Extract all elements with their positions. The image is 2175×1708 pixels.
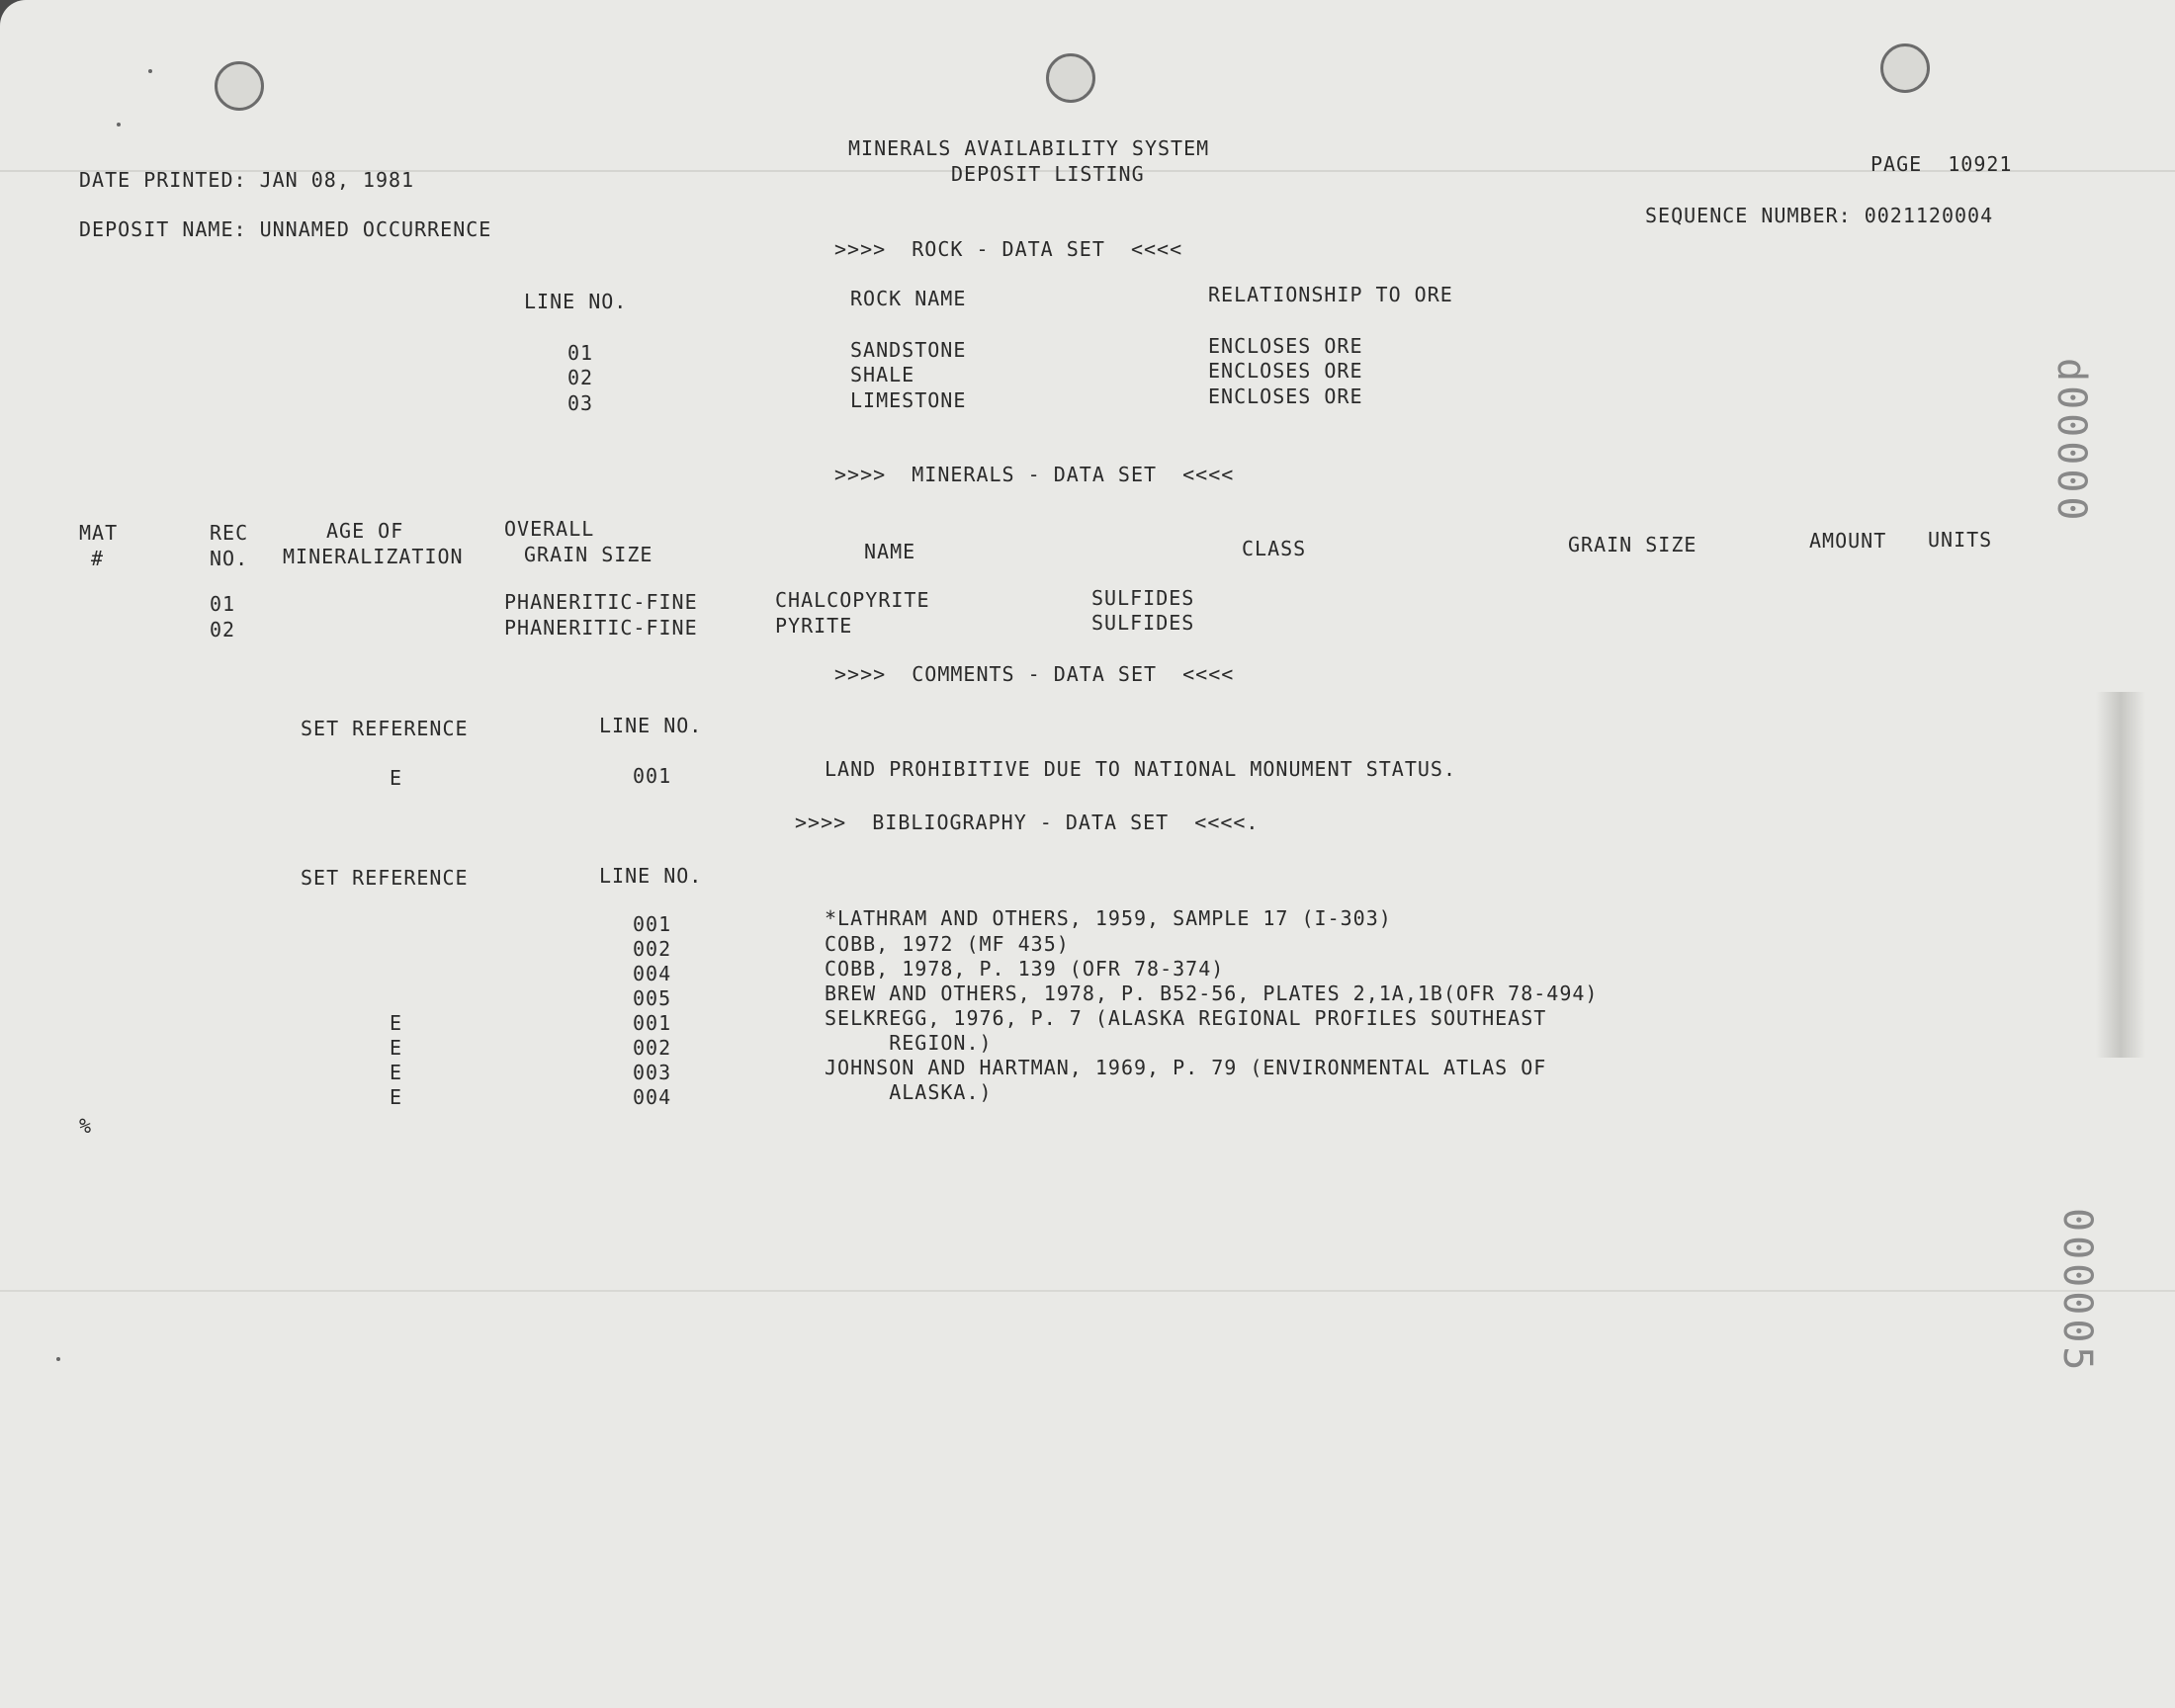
rock-line: 03	[567, 391, 594, 415]
bib-text: COBB, 1972 (MF 435)	[825, 932, 1070, 956]
rock-name: SHALE	[850, 363, 915, 386]
mineral-name: CHALCOPYRITE	[775, 588, 930, 612]
minerals-col-grain-size-2: GRAIN SIZE	[1568, 533, 1697, 556]
mineral-grain: PHANERITIC-FINE	[504, 616, 698, 640]
comments-section-title: >>>> COMMENTS - DATA SET <<<<	[834, 662, 1235, 686]
bib-line: 005	[633, 986, 672, 1010]
punch-hole-right	[1880, 43, 1930, 93]
mineral-class: SULFIDES	[1091, 611, 1195, 635]
mineral-rec: 02	[210, 618, 236, 641]
bibliography-col-line: LINE NO.	[599, 864, 703, 888]
bib-ref: E	[390, 1011, 403, 1035]
minerals-section-title: >>>> MINERALS - DATA SET <<<<	[834, 463, 1235, 486]
bib-text: COBB, 1978, P. 139 (OFR 78-374)	[825, 957, 1225, 981]
bib-ref: E	[390, 1036, 403, 1060]
comment-line: 001	[633, 764, 672, 788]
bib-line: 004	[633, 1085, 672, 1109]
rock-relationship: ENCLOSES ORE	[1208, 384, 1363, 408]
comment-text: LAND PROHIBITIVE DUE TO NATIONAL MONUMENT STATUS.	[825, 757, 1457, 781]
bib-text: REGION.)	[825, 1031, 993, 1055]
bib-line: 002	[633, 937, 672, 961]
rock-col-name: ROCK NAME	[850, 287, 967, 310]
sequence-number: SEQUENCE NUMBER: 0021120004	[1645, 204, 1994, 227]
bib-text: SELKREGG, 1976, P. 7 (ALASKA REGIONAL PROFILES SOUTHEAST	[825, 1006, 1547, 1030]
bib-ref: E	[390, 1061, 403, 1084]
bib-text: JOHNSON AND HARTMAN, 1969, P. 79 (ENVIRONMENTAL ATLAS OF	[825, 1056, 1547, 1079]
rock-name: SANDSTONE	[850, 338, 967, 362]
minerals-col-units: UNITS	[1928, 528, 1993, 552]
bib-text: ALASKA.)	[825, 1080, 993, 1104]
minerals-col-rec: REC	[210, 521, 249, 545]
margin-stamp-top: d00000	[2048, 358, 2094, 525]
minerals-col-mat: MAT	[79, 521, 119, 545]
fold-line-bottom	[0, 1290, 2175, 1292]
rock-relationship: ENCLOSES ORE	[1208, 359, 1363, 383]
comments-col-line: LINE NO.	[599, 714, 703, 737]
deposit-name: DEPOSIT NAME: UNNAMED OCCURRENCE	[79, 217, 492, 241]
minerals-col-rec-no: NO.	[210, 547, 249, 570]
comment-ref: E	[390, 766, 403, 790]
mineral-name: PYRITE	[775, 614, 853, 638]
bib-line: 004	[633, 962, 672, 985]
bib-line: 001	[633, 912, 672, 936]
minerals-col-class: CLASS	[1242, 537, 1307, 560]
minerals-col-grain-size: GRAIN SIZE	[524, 543, 653, 566]
mineral-class: SULFIDES	[1091, 586, 1195, 610]
margin-smudge	[2096, 692, 2145, 1058]
margin-stamp-bottom: 000005	[2054, 1208, 2100, 1375]
minerals-col-age: AGE OF	[326, 519, 404, 543]
bib-text: BREW AND OTHERS, 1978, P. B52-56, PLATES 2,1A,1B(OFR 78-494)	[825, 982, 1599, 1005]
mineral-rec: 01	[210, 592, 236, 616]
speck	[56, 1357, 60, 1361]
minerals-col-amount: AMOUNT	[1809, 529, 1887, 553]
rock-col-line: LINE NO.	[524, 290, 628, 313]
bib-ref: E	[390, 1085, 403, 1109]
bib-line: 001	[633, 1011, 672, 1035]
bib-line: 003	[633, 1061, 672, 1084]
minerals-col-name: NAME	[864, 540, 916, 563]
listing-title: DEPOSIT LISTING	[951, 162, 1145, 186]
rock-relationship: ENCLOSES ORE	[1208, 334, 1363, 358]
bibliography-section-title: >>>> BIBLIOGRAPHY - DATA SET <<<<.	[795, 811, 1260, 834]
minerals-col-overall: OVERALL	[504, 517, 595, 541]
rock-name: LIMESTONE	[850, 388, 967, 412]
date-printed: DATE PRINTED: JAN 08, 1981	[79, 168, 415, 192]
punch-hole-left	[215, 61, 264, 111]
system-title: MINERALS AVAILABILITY SYSTEM	[848, 136, 1210, 160]
end-marker: %	[79, 1114, 93, 1138]
rock-line: 01	[567, 341, 594, 365]
minerals-col-mineralization: MINERALIZATION	[283, 545, 464, 568]
bib-text: *LATHRAM AND OTHERS, 1959, SAMPLE 17 (I-303)	[825, 906, 1392, 930]
punch-hole-center	[1046, 53, 1095, 103]
mineral-grain: PHANERITIC-FINE	[504, 590, 698, 614]
speck	[148, 69, 152, 73]
bib-line: 002	[633, 1036, 672, 1060]
rock-col-relationship: RELATIONSHIP TO ORE	[1208, 283, 1453, 306]
speck	[117, 123, 121, 127]
minerals-col-mat-hash: #	[91, 547, 105, 570]
bibliography-col-set-reference: SET REFERENCE	[301, 866, 469, 890]
page-number: PAGE 10921	[1870, 152, 2013, 176]
rock-line: 02	[567, 366, 594, 389]
rock-section-title: >>>> ROCK - DATA SET <<<<	[834, 237, 1183, 261]
comments-col-set-reference: SET REFERENCE	[301, 717, 469, 740]
